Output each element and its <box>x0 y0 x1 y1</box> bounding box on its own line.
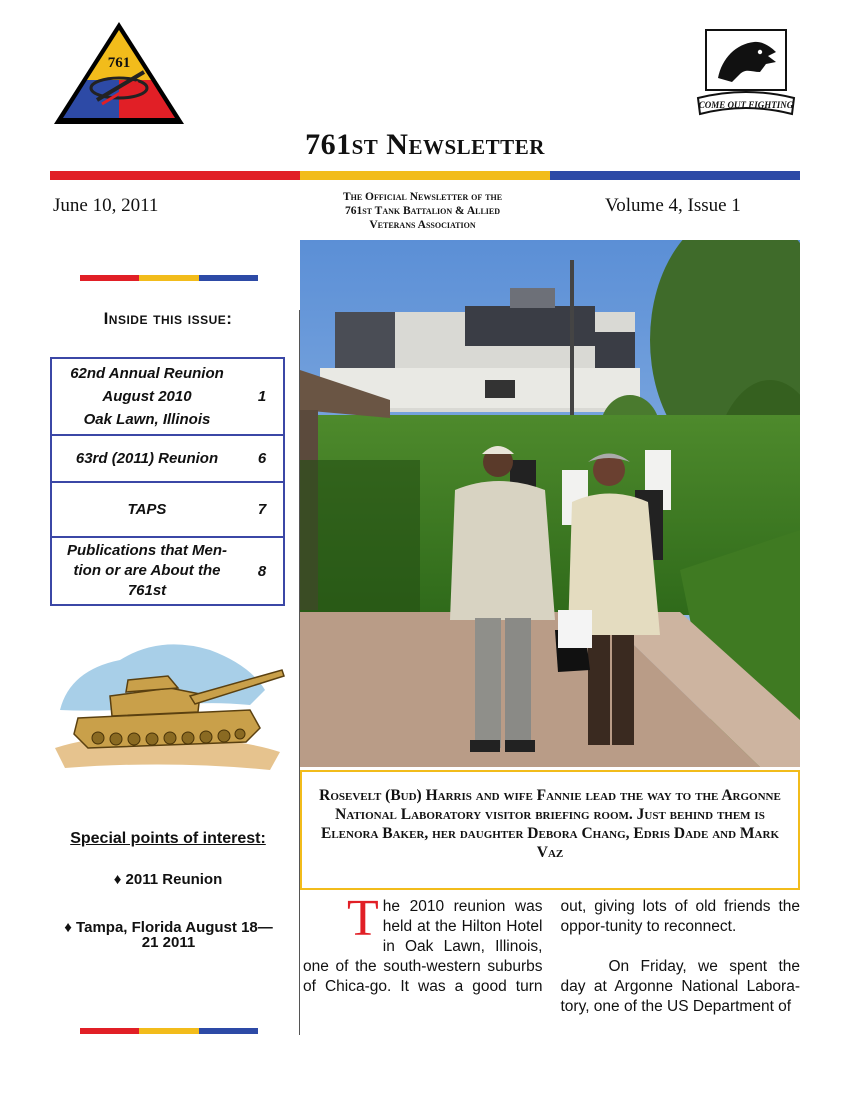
reunion-photo <box>300 240 800 767</box>
subtitle-line: 761st Tank Battalion & Allied <box>344 205 501 217</box>
drop-cap: T <box>347 897 379 947</box>
inside-this-issue-heading: Inside this issue: <box>103 309 233 328</box>
newsletter-subtitle <box>300 190 545 232</box>
emblem-number: 761 <box>107 55 131 71</box>
issue-date: June 10, 2011 <box>53 195 159 216</box>
toc-entry-title: tion or are About the <box>73 562 221 579</box>
toc-entry-page: 7 <box>257 501 267 518</box>
toc-entry[interactable] <box>52 359 283 436</box>
sidebar-tricolor-bar <box>80 1028 258 1034</box>
battalion-crest-logo <box>696 28 796 120</box>
subtitle-line: Veterans Association <box>369 219 476 231</box>
subtitle-line: The Official Newsletter of the <box>342 191 503 203</box>
volume-issue: Volume 4, Issue 1 <box>605 195 741 216</box>
article-paragraph: On Friday, we spent the day at Argonne National Labora-tory, one of the US Department of <box>560 958 800 1015</box>
toc-entry-page: 1 <box>257 388 267 405</box>
toc-entry[interactable] <box>52 538 283 604</box>
article-body <box>303 897 800 1022</box>
newsletter-title: 761st Newsletter <box>305 128 545 161</box>
table-of-contents <box>50 357 285 606</box>
tank-illustration <box>50 630 285 775</box>
article-text: he 2010 reunion was held at the Hilton Hotel in Oak Lawn, Illinois, one of the south-western suburbs of Chica-go. It was a good turn out, giving lots of old friends the oppor-tunity to reconnect. <box>303 898 800 995</box>
special-points-heading: Special points of interest: <box>70 830 266 847</box>
sidebar-tricolor-bar <box>80 275 258 281</box>
toc-entry-title: Oak Lawn, Illinois <box>83 410 211 428</box>
armored-division-emblem <box>52 20 186 126</box>
toc-entry-title: August 2010 <box>102 387 192 405</box>
photo-caption: Rosevelt (Bud) Harris and wife Fannie lead the way to the Argonne National Laboratory visitor briefing room. Just behind them is Elenora Baker, her daughter Debora Chang, Edris Dade and Mark Vaz <box>300 770 800 890</box>
toc-entry[interactable] <box>52 483 283 538</box>
special-point: ♦ 2011 Reunion <box>113 871 223 888</box>
toc-entry-title: TAPS <box>127 500 167 518</box>
toc-entry-title: Publications that Men- <box>66 542 227 559</box>
toc-entry-title: 62nd Annual Reunion <box>70 364 224 382</box>
toc-entry-title: 761st <box>127 582 167 599</box>
toc-entry-title: 63rd (2011) Reunion <box>75 449 219 467</box>
toc-entry-page: 6 <box>257 450 267 467</box>
toc-entry[interactable] <box>52 436 283 483</box>
crest-motto: COME OUT FIGHTING <box>698 100 794 110</box>
masthead-tricolor-bar <box>50 171 800 180</box>
special-point: ♦ Tampa, Florida August 18—21 2011 <box>64 919 273 951</box>
toc-entry-page: 8 <box>257 562 267 580</box>
